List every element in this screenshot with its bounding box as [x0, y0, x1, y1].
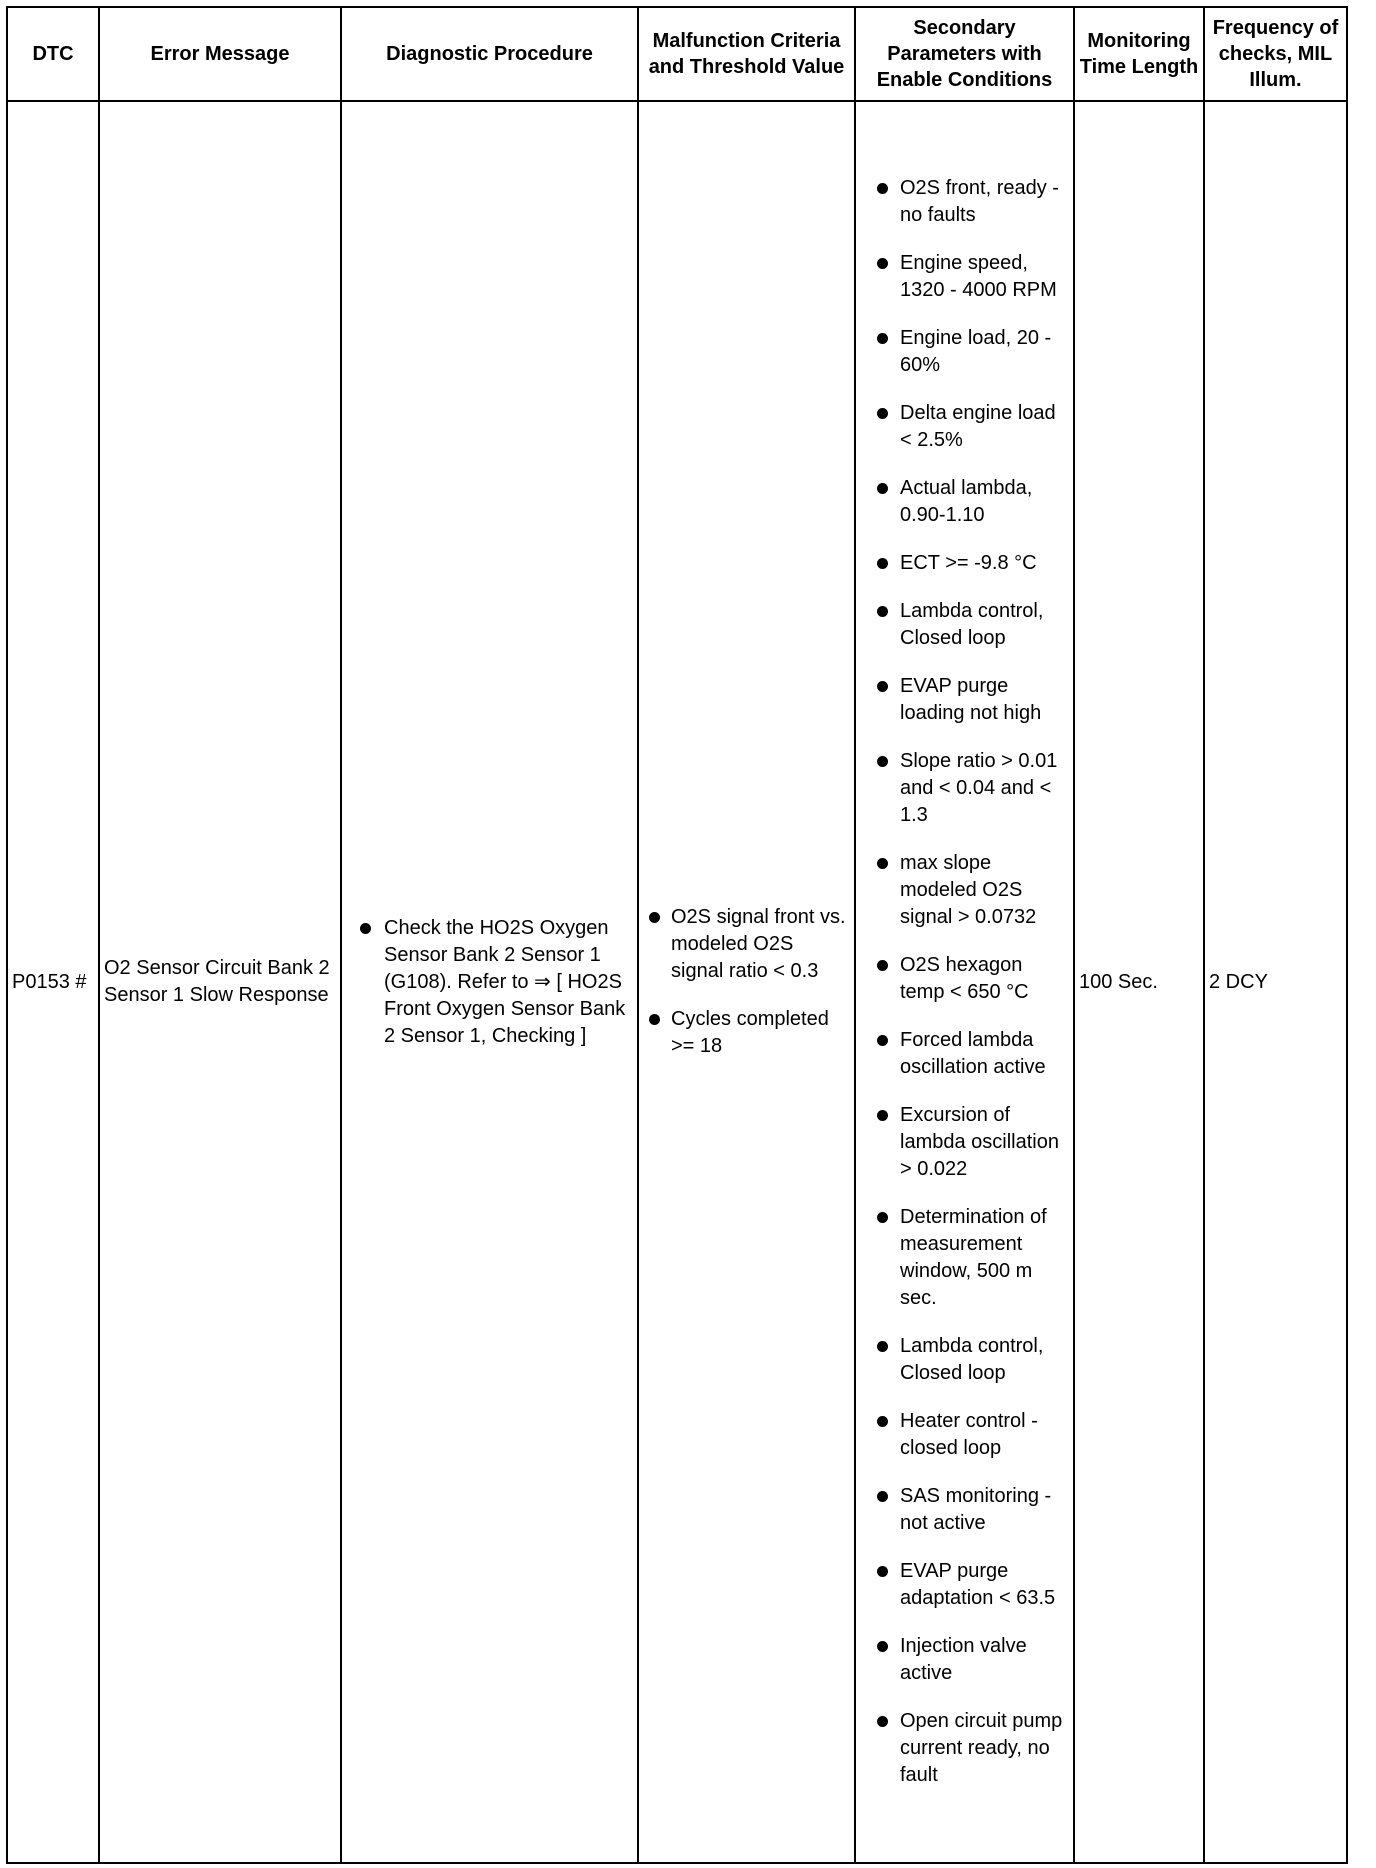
bullet-icon: [877, 960, 888, 971]
monitoring-time: 100 Sec.: [1074, 101, 1204, 1863]
header-row: [7, 7, 1347, 101]
list-item: [860, 1102, 1069, 1183]
list-item: [860, 1483, 1069, 1537]
bullet-icon: [877, 756, 888, 767]
list-item-text: EVAP purge adaptation < 63.5: [900, 1560, 1056, 1609]
header-dtc: DTC: [7, 7, 99, 101]
malfunction-criteria-list: [643, 904, 850, 1060]
dtc-code: P0153 #: [7, 101, 99, 1863]
list-item-text: Excursion of lambda oscillation > 0.022: [900, 1104, 1059, 1180]
secondary-parameters-list: [860, 175, 1069, 1789]
header-monitoring-time: Monitoring Time Length: [1074, 7, 1204, 101]
bullet-icon: [877, 183, 888, 194]
bullet-icon: [360, 923, 371, 934]
list-item: [860, 1333, 1069, 1387]
list-item-text: ECT >= -9.8 °C: [900, 552, 1037, 574]
list-item-text: Heater control - closed loop: [900, 1410, 1038, 1459]
list-item-text: Engine speed, 1320 - 4000 RPM: [900, 252, 1057, 301]
bullet-icon: [877, 558, 888, 569]
list-item-text: O2S signal front vs. modeled O2S signal ratio < 0.3: [671, 906, 846, 982]
list-item: [860, 1558, 1069, 1612]
frequency: 2 DCY: [1204, 101, 1347, 1863]
diagnostic-procedure-list: [346, 915, 633, 1050]
header-diagnostic-procedure: Diagnostic Procedure: [341, 7, 638, 101]
diagnostic-procedure-cell: [341, 101, 638, 1863]
list-item: [860, 550, 1069, 577]
list-item-text: Actual lambda, 0.90-1.10: [900, 477, 1033, 526]
bullet-icon: [877, 1341, 888, 1352]
bullet-icon: [877, 1491, 888, 1502]
list-item-text: Lambda control, Closed loop: [900, 1335, 1044, 1384]
header-error-message: Error Message: [99, 7, 341, 101]
list-item: [860, 850, 1069, 931]
malfunction-criteria-cell: [638, 101, 855, 1863]
list-item: [860, 1708, 1069, 1789]
list-item-text: EVAP purge loading not high: [900, 675, 1042, 724]
list-item-text: Slope ratio > 0.01 and < 0.04 and < 1.3: [900, 750, 1058, 826]
list-item-text: Check the HO2S Oxygen Sensor Bank 2 Sensor 1 (G108). Refer to ⇒ [ HO2S Front Oxygen Sensor Bank 2 Sensor 1, Checking ]: [384, 916, 626, 1047]
list-item: [860, 400, 1069, 454]
list-item-text: Open circuit pump current ready, no fault: [900, 1710, 1063, 1786]
list-item-text: Engine load, 20 - 60%: [900, 327, 1052, 376]
bullet-icon: [877, 1212, 888, 1223]
secondary-parameters-cell: [855, 101, 1074, 1863]
list-item-text: O2S front, ready - no faults: [900, 177, 1059, 226]
list-item: [860, 1204, 1069, 1312]
bullet-icon: [877, 258, 888, 269]
header-malfunction-criteria: Malfunction Criteria and Threshold Value: [638, 7, 855, 101]
list-item: [860, 175, 1069, 229]
list-item: [346, 915, 633, 1050]
list-item: [860, 1027, 1069, 1081]
list-item: [860, 598, 1069, 652]
list-item-text: Determination of measurement window, 500 m sec.: [900, 1206, 1047, 1309]
list-item-text: Forced lambda oscillation active: [900, 1029, 1046, 1078]
list-item-text: Injection valve active: [900, 1635, 1027, 1684]
list-item: [860, 952, 1069, 1006]
bullet-icon: [877, 408, 888, 419]
bullet-icon: [877, 1641, 888, 1652]
list-item: [860, 475, 1069, 529]
list-item: [643, 1006, 850, 1060]
bullet-icon: [877, 858, 888, 869]
table-row: [7, 101, 1347, 1863]
dtc-table: [6, 6, 1348, 1864]
bullet-icon: [649, 912, 660, 923]
list-item: [860, 673, 1069, 727]
list-item-text: SAS monitoring - not active: [900, 1485, 1052, 1534]
list-item: [860, 1633, 1069, 1687]
bullet-icon: [877, 681, 888, 692]
bullet-icon: [649, 1014, 660, 1025]
bullet-icon: [877, 1110, 888, 1121]
bullet-icon: [877, 606, 888, 617]
list-item: [860, 1408, 1069, 1462]
list-item-text: Delta engine load < 2.5%: [900, 402, 1056, 451]
bullet-icon: [877, 1716, 888, 1727]
list-item-text: Cycles completed >= 18: [671, 1008, 829, 1057]
list-item: [860, 250, 1069, 304]
error-message: O2 Sensor Circuit Bank 2 Sensor 1 Slow Response: [99, 101, 341, 1863]
list-item-text: max slope modeled O2S signal > 0.0732: [900, 852, 1037, 928]
header-secondary-parameters: Secondary Parameters with Enable Conditions: [855, 7, 1074, 101]
header-frequency: Frequency of checks, MIL Illum.: [1204, 7, 1347, 101]
bullet-icon: [877, 333, 888, 344]
bullet-icon: [877, 1566, 888, 1577]
list-item-text: Lambda control, Closed loop: [900, 600, 1044, 649]
bullet-icon: [877, 1416, 888, 1427]
list-item-text: O2S hexagon temp < 650 °C: [900, 954, 1029, 1003]
list-item: [860, 325, 1069, 379]
list-item: [643, 904, 850, 985]
bullet-icon: [877, 1035, 888, 1046]
list-item: [860, 748, 1069, 829]
bullet-icon: [877, 483, 888, 494]
